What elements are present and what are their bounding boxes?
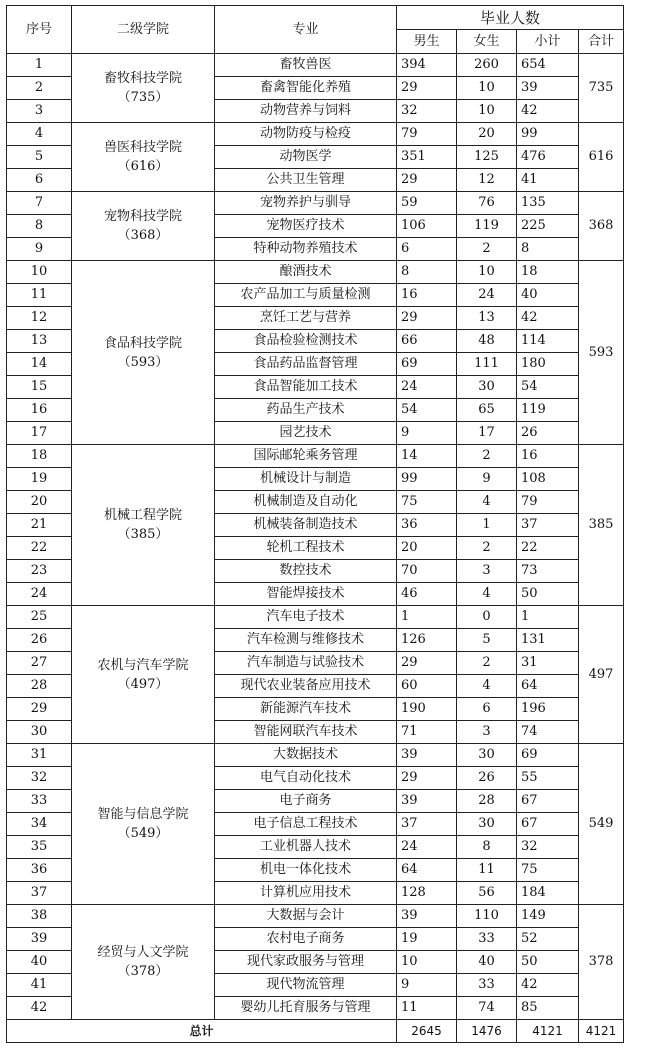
major-name: 大数据技术 xyxy=(215,744,397,767)
major-name: 智能焊接技术 xyxy=(215,583,397,606)
college-total: 593 xyxy=(579,261,624,445)
college-count: （735） xyxy=(117,90,169,105)
subtotal-count: 50 xyxy=(517,951,579,974)
row-index: 37 xyxy=(7,882,72,905)
college-cell xyxy=(72,606,215,744)
female-count: 6 xyxy=(457,698,517,721)
male-count: 16 xyxy=(397,284,457,307)
subtotal-count: 79 xyxy=(517,491,579,514)
row-index: 25 xyxy=(7,606,72,629)
male-count: 60 xyxy=(397,675,457,698)
row-index: 22 xyxy=(7,537,72,560)
subtotal-count: 180 xyxy=(517,353,579,376)
major-name: 电子商务 xyxy=(215,790,397,813)
male-count: 20 xyxy=(397,537,457,560)
header-row-1 xyxy=(7,6,624,30)
male-count: 24 xyxy=(397,376,457,399)
subtotal-count: 8 xyxy=(517,238,579,261)
subtotal-count: 22 xyxy=(517,537,579,560)
table-row xyxy=(7,192,624,215)
female-count: 4 xyxy=(457,675,517,698)
female-count: 13 xyxy=(457,307,517,330)
row-index: 41 xyxy=(7,974,72,997)
major-name: 智能网联汽车技术 xyxy=(215,721,397,744)
male-count: 46 xyxy=(397,583,457,606)
male-count: 69 xyxy=(397,353,457,376)
female-count: 76 xyxy=(457,192,517,215)
male-count: 37 xyxy=(397,813,457,836)
female-count: 30 xyxy=(457,744,517,767)
subtotal-count: 1 xyxy=(517,606,579,629)
male-count: 29 xyxy=(397,77,457,100)
header-index: 序号 xyxy=(7,6,72,54)
major-name: 婴幼儿托育服务与管理 xyxy=(215,997,397,1020)
row-index: 42 xyxy=(7,997,72,1020)
male-count: 99 xyxy=(397,468,457,491)
major-name: 烹饪工艺与营养 xyxy=(215,307,397,330)
female-count: 260 xyxy=(457,54,517,77)
female-count: 8 xyxy=(457,836,517,859)
row-index: 21 xyxy=(7,514,72,537)
major-name: 宠物医疗技术 xyxy=(215,215,397,238)
college-name: 畜牧科技学院 xyxy=(103,71,182,86)
female-count: 20 xyxy=(457,123,517,146)
major-name: 畜禽智能化养殖 xyxy=(215,77,397,100)
row-index: 4 xyxy=(7,123,72,146)
male-count: 75 xyxy=(397,491,457,514)
table-row xyxy=(7,54,624,77)
row-index: 40 xyxy=(7,951,72,974)
male-count: 39 xyxy=(397,744,457,767)
subtotal-count: 39 xyxy=(517,77,579,100)
male-count: 8 xyxy=(397,261,457,284)
male-count: 59 xyxy=(397,192,457,215)
major-name: 汽车检测与维修技术 xyxy=(215,629,397,652)
header-female: 女生 xyxy=(457,30,517,54)
header-college: 二级学院 xyxy=(72,6,215,54)
college-count: （593） xyxy=(117,354,169,370)
subtotal-count: 41 xyxy=(517,169,579,192)
major-name: 汽车电子技术 xyxy=(215,606,397,629)
subtotal-count: 69 xyxy=(517,744,579,767)
major-name: 机械装备制造技术 xyxy=(215,514,397,537)
college-cell xyxy=(72,54,215,123)
subtotal-count: 54 xyxy=(517,376,579,399)
major-name: 特种动物养殖技术 xyxy=(215,238,397,261)
subtotal-count: 64 xyxy=(517,675,579,698)
row-index: 18 xyxy=(7,445,72,468)
row-index: 34 xyxy=(7,813,72,836)
row-index: 10 xyxy=(7,261,72,284)
subtotal-count: 26 xyxy=(517,422,579,445)
male-count: 39 xyxy=(397,905,457,928)
male-count: 6 xyxy=(397,238,457,261)
college-total: 735 xyxy=(579,54,624,123)
female-count: 3 xyxy=(457,721,517,744)
major-name: 工业机器人技术 xyxy=(215,836,397,859)
table-row xyxy=(7,905,624,928)
male-count: 11 xyxy=(397,997,457,1020)
table-row xyxy=(7,606,624,629)
female-count: 5 xyxy=(457,629,517,652)
row-index: 17 xyxy=(7,422,72,445)
subtotal-count: 184 xyxy=(517,882,579,905)
subtotal-count: 135 xyxy=(517,192,579,215)
college-cell xyxy=(72,123,215,192)
subtotal-count: 55 xyxy=(517,767,579,790)
female-count: 12 xyxy=(457,169,517,192)
female-count: 28 xyxy=(457,790,517,813)
grand-total-female: 1476 xyxy=(457,1020,517,1043)
row-index: 38 xyxy=(7,905,72,928)
major-name: 公共卫生管理 xyxy=(215,169,397,192)
row-index: 6 xyxy=(7,169,72,192)
grand-total-male: 2645 xyxy=(397,1020,457,1043)
row-index: 14 xyxy=(7,353,72,376)
subtotal-count: 52 xyxy=(517,928,579,951)
college-cell xyxy=(72,905,215,1020)
subtotal-count: 196 xyxy=(517,698,579,721)
female-count: 0 xyxy=(457,606,517,629)
college-count: （616） xyxy=(117,159,169,174)
female-count: 40 xyxy=(457,951,517,974)
female-count: 2 xyxy=(457,652,517,675)
major-name: 酿酒技术 xyxy=(215,261,397,284)
subtotal-count: 225 xyxy=(517,215,579,238)
row-index: 31 xyxy=(7,744,72,767)
male-count: 29 xyxy=(397,169,457,192)
subtotal-count: 73 xyxy=(517,560,579,583)
male-count: 70 xyxy=(397,560,457,583)
college-cell xyxy=(72,445,215,606)
table-row xyxy=(7,445,624,468)
female-count: 10 xyxy=(457,261,517,284)
grand-total-label: 总计 xyxy=(7,1020,397,1043)
major-name: 国际邮轮乘务管理 xyxy=(215,445,397,468)
row-index: 16 xyxy=(7,399,72,422)
major-name: 电气自动化技术 xyxy=(215,767,397,790)
table-row xyxy=(7,744,624,767)
grand-total-total: 4121 xyxy=(579,1020,624,1043)
college-total: 378 xyxy=(579,905,624,1020)
major-name: 现代物流管理 xyxy=(215,974,397,997)
college-name: 兽医科技学院 xyxy=(103,140,182,155)
male-count: 106 xyxy=(397,215,457,238)
subtotal-count: 67 xyxy=(517,813,579,836)
subtotal-count: 108 xyxy=(517,468,579,491)
male-count: 66 xyxy=(397,330,457,353)
college-total: 549 xyxy=(579,744,624,905)
college-count: （497） xyxy=(117,676,169,692)
table-row xyxy=(7,123,624,146)
female-count: 3 xyxy=(457,560,517,583)
college-name: 机械工程学院 xyxy=(103,508,182,523)
female-count: 10 xyxy=(457,77,517,100)
row-index: 20 xyxy=(7,491,72,514)
subtotal-count: 149 xyxy=(517,905,579,928)
male-count: 190 xyxy=(397,698,457,721)
male-count: 128 xyxy=(397,882,457,905)
major-name: 园艺技术 xyxy=(215,422,397,445)
subtotal-count: 40 xyxy=(517,284,579,307)
major-name: 动物防疫与检疫 xyxy=(215,123,397,146)
row-index: 23 xyxy=(7,560,72,583)
major-name: 机电一体化技术 xyxy=(215,859,397,882)
male-count: 39 xyxy=(397,790,457,813)
male-count: 79 xyxy=(397,123,457,146)
female-count: 2 xyxy=(457,445,517,468)
row-index: 26 xyxy=(7,629,72,652)
subtotal-count: 42 xyxy=(517,974,579,997)
female-count: 33 xyxy=(457,974,517,997)
female-count: 119 xyxy=(457,215,517,238)
male-count: 10 xyxy=(397,951,457,974)
female-count: 11 xyxy=(457,859,517,882)
male-count: 1 xyxy=(397,606,457,629)
male-count: 29 xyxy=(397,767,457,790)
major-name: 现代家政服务与管理 xyxy=(215,951,397,974)
subtotal-count: 114 xyxy=(517,330,579,353)
female-count: 24 xyxy=(457,284,517,307)
subtotal-count: 32 xyxy=(517,836,579,859)
header-total: 合计 xyxy=(579,30,624,54)
subtotal-count: 42 xyxy=(517,307,579,330)
major-name: 药品生产技术 xyxy=(215,399,397,422)
college-total: 385 xyxy=(579,445,624,606)
college-name: 宠物科技学院 xyxy=(103,209,182,224)
female-count: 4 xyxy=(457,491,517,514)
college-total: 368 xyxy=(579,192,624,261)
major-name: 机械设计与制造 xyxy=(215,468,397,491)
major-name: 农村电子商务 xyxy=(215,928,397,951)
row-index: 3 xyxy=(7,100,72,123)
header-graduates-count: 毕业人数 xyxy=(397,6,624,30)
female-count: 111 xyxy=(457,353,517,376)
row-index: 32 xyxy=(7,767,72,790)
female-count: 125 xyxy=(457,146,517,169)
college-name: 食品科技学院 xyxy=(103,335,182,351)
male-count: 126 xyxy=(397,629,457,652)
graduates-table-container xyxy=(6,5,624,1043)
college-name: 智能与信息学院 xyxy=(97,807,189,822)
female-count: 48 xyxy=(457,330,517,353)
major-name: 电子信息工程技术 xyxy=(215,813,397,836)
female-count: 9 xyxy=(457,468,517,491)
female-count: 10 xyxy=(457,100,517,123)
major-name: 畜牧兽医 xyxy=(215,54,397,77)
major-name: 汽车制造与试验技术 xyxy=(215,652,397,675)
subtotal-count: 75 xyxy=(517,859,579,882)
subtotal-count: 99 xyxy=(517,123,579,146)
college-cell xyxy=(72,744,215,905)
row-index: 15 xyxy=(7,376,72,399)
male-count: 19 xyxy=(397,928,457,951)
major-name: 现代农业装备应用技术 xyxy=(215,675,397,698)
graduates-table xyxy=(6,5,624,1043)
row-index: 8 xyxy=(7,215,72,238)
female-count: 110 xyxy=(457,905,517,928)
subtotal-count: 654 xyxy=(517,54,579,77)
major-name: 新能源汽车技术 xyxy=(215,698,397,721)
row-index: 30 xyxy=(7,721,72,744)
grand-total-subtotal: 4121 xyxy=(517,1020,579,1043)
female-count: 17 xyxy=(457,422,517,445)
row-index: 24 xyxy=(7,583,72,606)
subtotal-count: 131 xyxy=(517,629,579,652)
college-cell xyxy=(72,192,215,261)
table-body xyxy=(7,54,624,1020)
row-index: 39 xyxy=(7,928,72,951)
subtotal-count: 31 xyxy=(517,652,579,675)
male-count: 29 xyxy=(397,652,457,675)
college-total: 616 xyxy=(579,123,624,192)
subtotal-count: 119 xyxy=(517,399,579,422)
male-count: 71 xyxy=(397,721,457,744)
college-name: 经贸与人文学院 xyxy=(97,945,189,960)
subtotal-count: 37 xyxy=(517,514,579,537)
major-name: 食品药品监督管理 xyxy=(215,353,397,376)
major-name: 食品检验检测技术 xyxy=(215,330,397,353)
subtotal-count: 16 xyxy=(517,445,579,468)
male-count: 14 xyxy=(397,445,457,468)
subtotal-count: 85 xyxy=(517,997,579,1020)
female-count: 4 xyxy=(457,583,517,606)
male-count: 32 xyxy=(397,100,457,123)
college-cell xyxy=(72,261,215,445)
female-count: 2 xyxy=(457,238,517,261)
major-name: 大数据与会计 xyxy=(215,905,397,928)
row-index: 2 xyxy=(7,77,72,100)
female-count: 30 xyxy=(457,376,517,399)
major-name: 机械制造及自动化 xyxy=(215,491,397,514)
college-total: 497 xyxy=(579,606,624,744)
major-name: 农产品加工与质量检测 xyxy=(215,284,397,307)
major-name: 轮机工程技术 xyxy=(215,537,397,560)
male-count: 29 xyxy=(397,307,457,330)
female-count: 74 xyxy=(457,997,517,1020)
male-count: 54 xyxy=(397,399,457,422)
female-count: 56 xyxy=(457,882,517,905)
header-major: 专业 xyxy=(215,6,397,54)
row-index: 33 xyxy=(7,790,72,813)
major-name: 动物营养与饲料 xyxy=(215,100,397,123)
subtotal-count: 67 xyxy=(517,790,579,813)
female-count: 1 xyxy=(457,514,517,537)
male-count: 9 xyxy=(397,422,457,445)
grand-total-row xyxy=(7,1020,624,1043)
female-count: 33 xyxy=(457,928,517,951)
major-name: 食品智能加工技术 xyxy=(215,376,397,399)
male-count: 351 xyxy=(397,146,457,169)
row-index: 5 xyxy=(7,146,72,169)
subtotal-count: 476 xyxy=(517,146,579,169)
female-count: 30 xyxy=(457,813,517,836)
female-count: 26 xyxy=(457,767,517,790)
table-row xyxy=(7,261,624,284)
header-subtotal: 小计 xyxy=(517,30,579,54)
row-index: 12 xyxy=(7,307,72,330)
header-male: 男生 xyxy=(397,30,457,54)
male-count: 24 xyxy=(397,836,457,859)
major-name: 数控技术 xyxy=(215,560,397,583)
subtotal-count: 50 xyxy=(517,583,579,606)
subtotal-count: 42 xyxy=(517,100,579,123)
row-index: 35 xyxy=(7,836,72,859)
row-index: 1 xyxy=(7,54,72,77)
female-count: 2 xyxy=(457,537,517,560)
college-count: （549） xyxy=(117,826,169,841)
college-name: 农机与汽车学院 xyxy=(97,657,189,673)
row-index: 7 xyxy=(7,192,72,215)
college-count: （385） xyxy=(117,527,169,542)
male-count: 9 xyxy=(397,974,457,997)
female-count: 65 xyxy=(457,399,517,422)
row-index: 13 xyxy=(7,330,72,353)
row-index: 36 xyxy=(7,859,72,882)
row-index: 11 xyxy=(7,284,72,307)
major-name: 动物医学 xyxy=(215,146,397,169)
row-index: 28 xyxy=(7,675,72,698)
row-index: 9 xyxy=(7,238,72,261)
college-count: （368） xyxy=(117,228,169,243)
major-name: 宠物养护与驯导 xyxy=(215,192,397,215)
male-count: 394 xyxy=(397,54,457,77)
subtotal-count: 18 xyxy=(517,261,579,284)
male-count: 64 xyxy=(397,859,457,882)
row-index: 19 xyxy=(7,468,72,491)
subtotal-count: 74 xyxy=(517,721,579,744)
major-name: 计算机应用技术 xyxy=(215,882,397,905)
college-count: （378） xyxy=(117,964,169,979)
male-count: 36 xyxy=(397,514,457,537)
row-index: 27 xyxy=(7,652,72,675)
row-index: 29 xyxy=(7,698,72,721)
